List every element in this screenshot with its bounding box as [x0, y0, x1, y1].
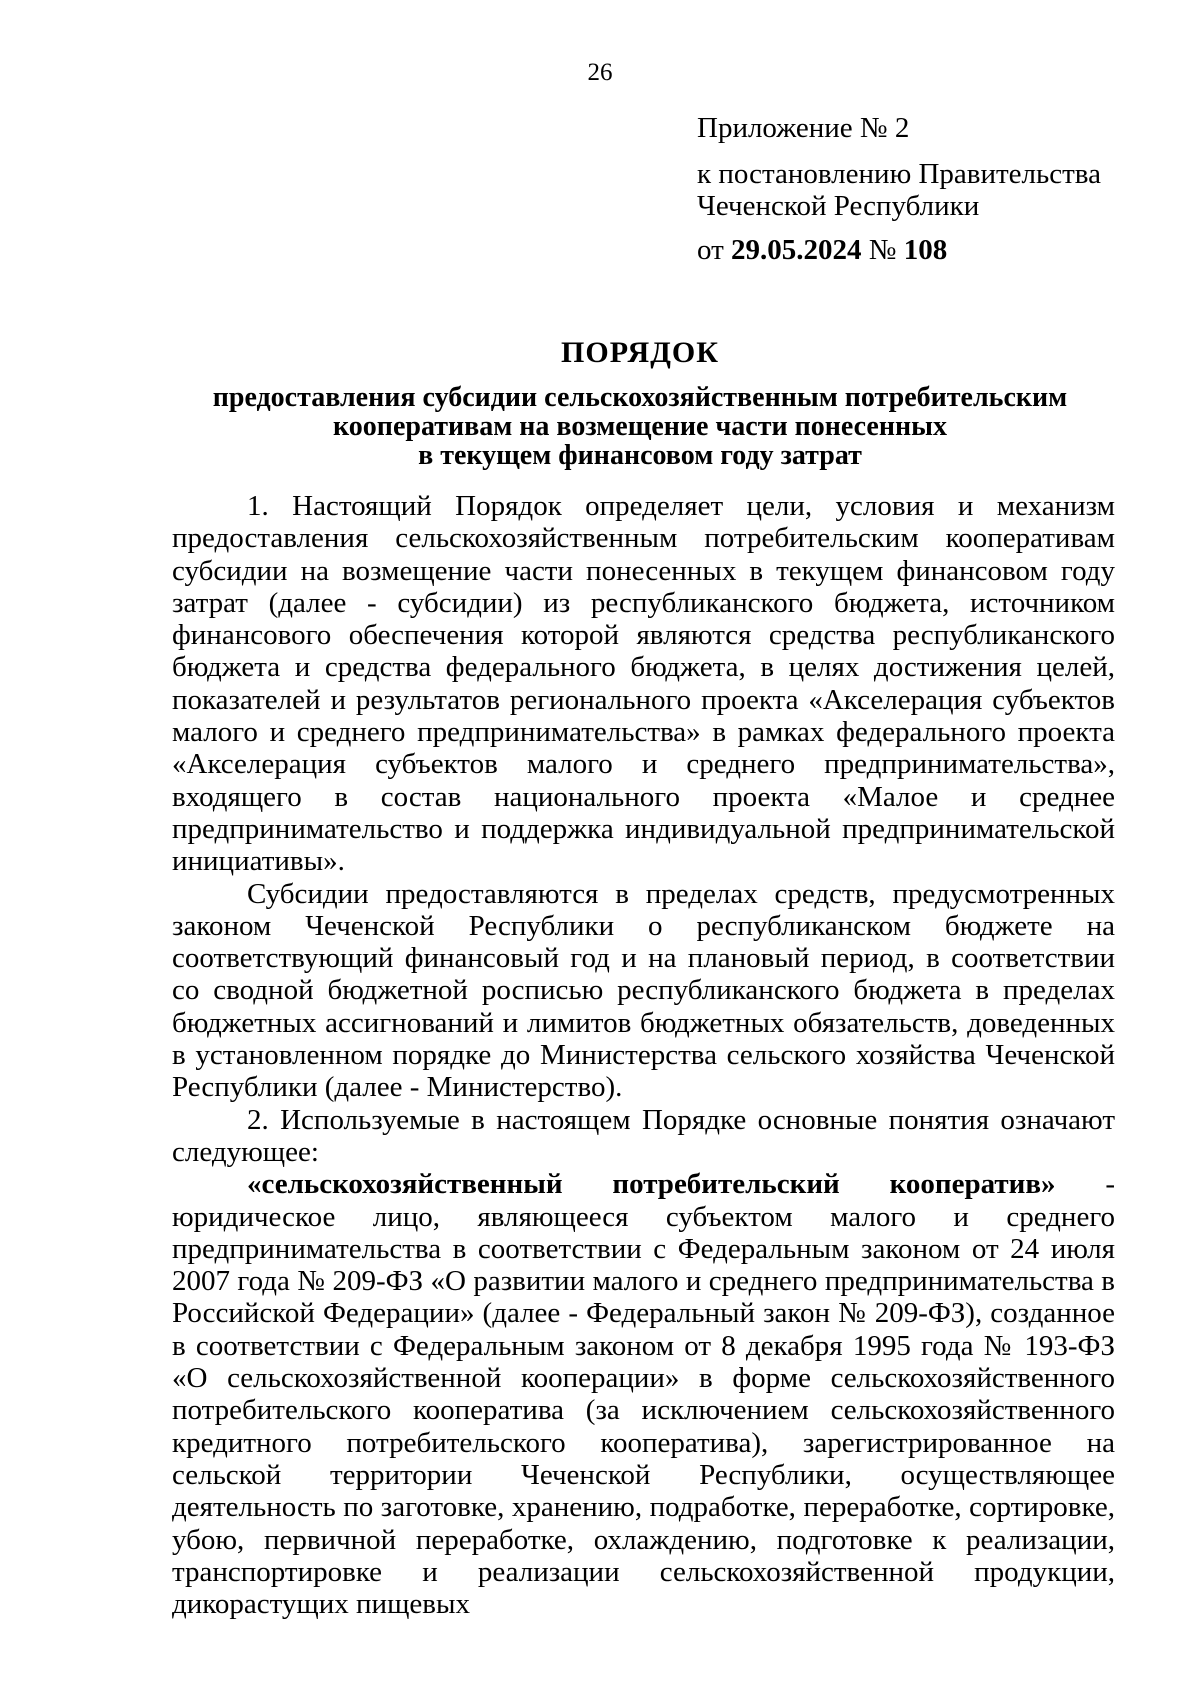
subtitle-line-3: в текущем финансовом году затрат [418, 440, 862, 471]
document-body [172, 490, 1115, 1620]
appendix-decree-line-2: Чеченской Республики [697, 190, 980, 222]
appendix-date-line [697, 234, 1177, 266]
subtitle-line-1: предоставления субсидии сельскохозяйственным потребительским [212, 382, 1068, 413]
decree-number: 108 [903, 234, 948, 266]
paragraph-1: 1. Настоящий Порядок определяет цели, условия и механизм предоставления сельскохозяйственным потребительским кооперативам субсидии на возмещение части понесенных в текущем финансовом году затрат (далее - субсидии) из республиканского бюджета, источником финансового обеспечения которой являются средства республиканского бюджета и средства федерального бюджета, в целях достижения целей, показателей и результатов регионального проекта «Акселерация субъектов малого и среднего предпринимательства» в рамках федерального проекта «Акселерация субъектов малого и среднего предпринимательства», входящего в состав национального проекта «Малое и среднее предпринимательство и поддержка индивидуальной предпринимательской инициативы». [172, 490, 1115, 878]
page-number: 26 [587, 59, 613, 86]
document-subtitle [172, 383, 1108, 470]
definition-paragraph [172, 1168, 1115, 1620]
definition-term: «сельскохозяйственный потребительский кооператив» [247, 1168, 1056, 1201]
subtitle-line-2: кооперативам на возмещение части понесенных [333, 411, 947, 442]
appendix-header [697, 112, 1177, 266]
decree-date: 29.05.2024 [731, 234, 862, 266]
paragraph-2: Субсидии предоставляются в пределах средств, предусмотренных законом Чеченской Республики о республиканском бюджете на соответствующий финансовый год и на плановый период, в соответствии со сводной бюджетной росписью республиканского бюджета в пределах бюджетных ассигнований и лимитов бюджетных обязательств, доведенных в установленном порядке до Министерства сельского хозяйства Чеченской Республики (далее - Министерство). [172, 877, 1115, 1104]
document-title: ПОРЯДОК [561, 336, 719, 369]
document-heading [172, 335, 1108, 470]
appendix-decree-line-1: к постановлению Правительства [697, 158, 1101, 190]
definition-text: - юридическое лицо, являющееся субъектом малого и среднего предпринимательства в соответствии с Федеральным законом от 24 июля 2007 года № 209-ФЗ «О развитии малого и среднего предпринимательства в Российской Федерации» (далее - Федеральный закон № 209-ФЗ), созданное в соответствии с Федеральным законом от 8 декабря 1995 года № 193-ФЗ «О сельскохозяйственной кооперации» в форме сельскохозяйственного потребительского кооператива (за исключением сельскохозяйственного кредитного потребительского кооператива), зарегистрированное на сельской территории Чеченской Республики, осуществляющее деятельность по заготовке, хранению, подработке, переработке, сортировке, убою, первичной переработке, охлаждению, подготовке к реализации, транспортировке и реализации сельскохозяйственной продукции, дикорастущих пищевых [172, 1168, 1115, 1621]
appendix-title: Приложение № 2 [697, 112, 910, 144]
number-sign: № [861, 234, 904, 266]
paragraph-3: 2. Используемые в настоящем Порядке основные понятия означают следующее: [172, 1103, 1115, 1168]
date-prefix: от [697, 234, 732, 266]
